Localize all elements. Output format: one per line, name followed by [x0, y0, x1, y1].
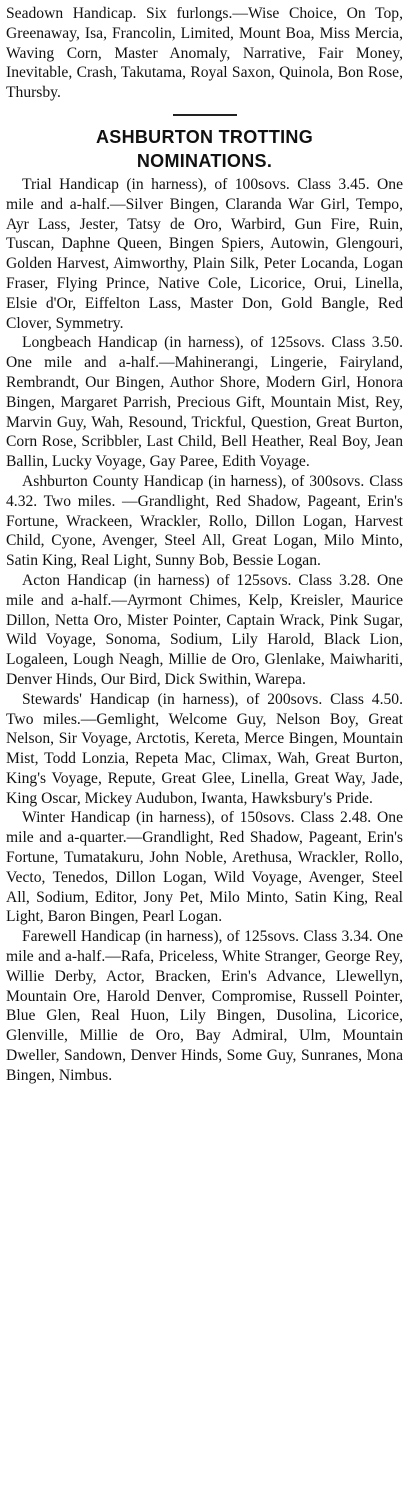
- section-heading-line-1: ASHBURTON TROTTING: [95, 126, 314, 147]
- section-heading-line-2: NOMINATIONS.: [136, 150, 273, 171]
- nomination-stewards-handicap: Stewards' Handicap (in harness), of 200sovs. Class 4.50. Two miles.—Gemlight, Welcome Guy, Nelson Boy, Great Nelson, Sir Voyage, Arctotis, Kereta, Merce Bingen, Mountain Mist, Todd Lonzia, Repeta Mac, Climax, Wah, Great Burton, King's Voyage, Repute, Great Glee, Linella, Great Way, Jade, King Oscar, Mickey Audubon, Iwanta, Hawksbury's Pride.: [6, 690, 403, 807]
- nomination-longbeach-handicap: Longbeach Handicap (in harness), of 125sovs. Class 3.50. One mile and a-half.—Mahinerangi, Lingerie, Fairyland, Rembrandt, Our Bingen, Author Shore, Modern Girl, Honora Bingen, Margaret Parrish, Precious Gift, Mountain Mist, Rey, Marvin Guy, Wah, Resound, Trickful, Question, Great Burton, Corn Rose, Scribbler, Last Child, Bell Heather, Real Boy, Jean Ballin, Lucky Voyage, Gay Paree, Edith Voyage.: [6, 334, 403, 471]
- nomination-acton-handicap: Acton Handicap (in harness) of 125sovs. Class 3.28. One mile and a-half.—Ayrmont Chimes, Kelp, Kreisler, Maurice Dillon, Netta Oro, Mister Pointer, Captain Wrack, Pink Sugar, Wild Voyage, Sonoma, Sodium, Lily Harold, Black Lion, Logaleen, Lough Neagh, Millie de Oro, Glenlake, Maiwhariti, Denver Hinds, Our Bird, Dick Swithin, Warepa.: [6, 571, 403, 688]
- nomination-ashburton-county-handicap: Ashburton County Handicap (in harness), of 300sovs. Class 4.32. Two miles. —Grandlight, Red Shadow, Pageant, Erin's Fortune, Wrackeen, Wrackler, Rollo, Dillon Logan, Harvest Child, Cyone, Avenger, Steel All, Great Logan, Milo Minto, Satin King, Real Light, Sunny Bob, Bessie Logan.: [6, 472, 403, 570]
- nomination-trial-handicap: Trial Handicap (in harness), of 100sovs. Class 3.45. One mile and a-half.—Silver Bingen, Claranda War Girl, Tempo, Ayr Lass, Jester, Tatsy de Oro, Warbird, Gun Fire, Ruin, Tuscan, Daphne Queen, Bingen Spiers, Autowin, Glengouri, Golden Harvest, Aimworthy, Plain Silk, Peter Locanda, Logan Fraser, Flying Prince, Native Cole, Licorice, Orui, Linella, Elsie d'Or, Eiffelton Lass, Master Don, Gold Bangle, Red Clover, Symmetry.: [6, 175, 403, 332]
- nomination-winter-handicap: Winter Handicap (in harness), of 150sovs. Class 2.48. One mile and a-quarter.—Grandlight, Red Shadow, Pageant, Erin's Fortune, Tumatakuru, John Noble, Arethusa, Wrackler, Rollo, Vecto, Tenedos, Dillon Logan, Wild Voyage, Avenger, Steel All, Sodium, Editor, Jony Pet, Milo Minto, Satin King, Real Light, Baron Bingen, Pearl Logan.: [6, 809, 403, 926]
- seadown-handicap-paragraph: Seadown Handicap. Six furlongs.—Wise Choice, On Top, Greenaway, Isa, Francolin, Limited, Mount Boa, Miss Mercia, Waving Corn, Master Anomaly, Narrative, Fair Money, Inevitable, Crash, Takutama, Royal Saxon, Quinola, Bon Rose, Thursby.: [6, 5, 403, 102]
- nomination-farewell-handicap: Farewell Handicap (in harness), of 125sovs. Class 3.34. One mile and a-half.—Rafa, Priceless, White Stranger, George Rey, Willie Derby, Actor, Bracken, Erin's Advance, Llewellyn, Mountain Ore, Harold Denver, Compromise, Russell Pointer, Blue Glen, Real Huon, Lily Bingen, Dusolina, Licorice, Glenville, Millie de Oro, Bay Admiral, Ulm, Mountain Dweller, Sandown, Denver Hinds, Some Guy, Sunranes, Mona Bingen, Nimbus.: [6, 928, 403, 1084]
- section-divider: [173, 114, 237, 116]
